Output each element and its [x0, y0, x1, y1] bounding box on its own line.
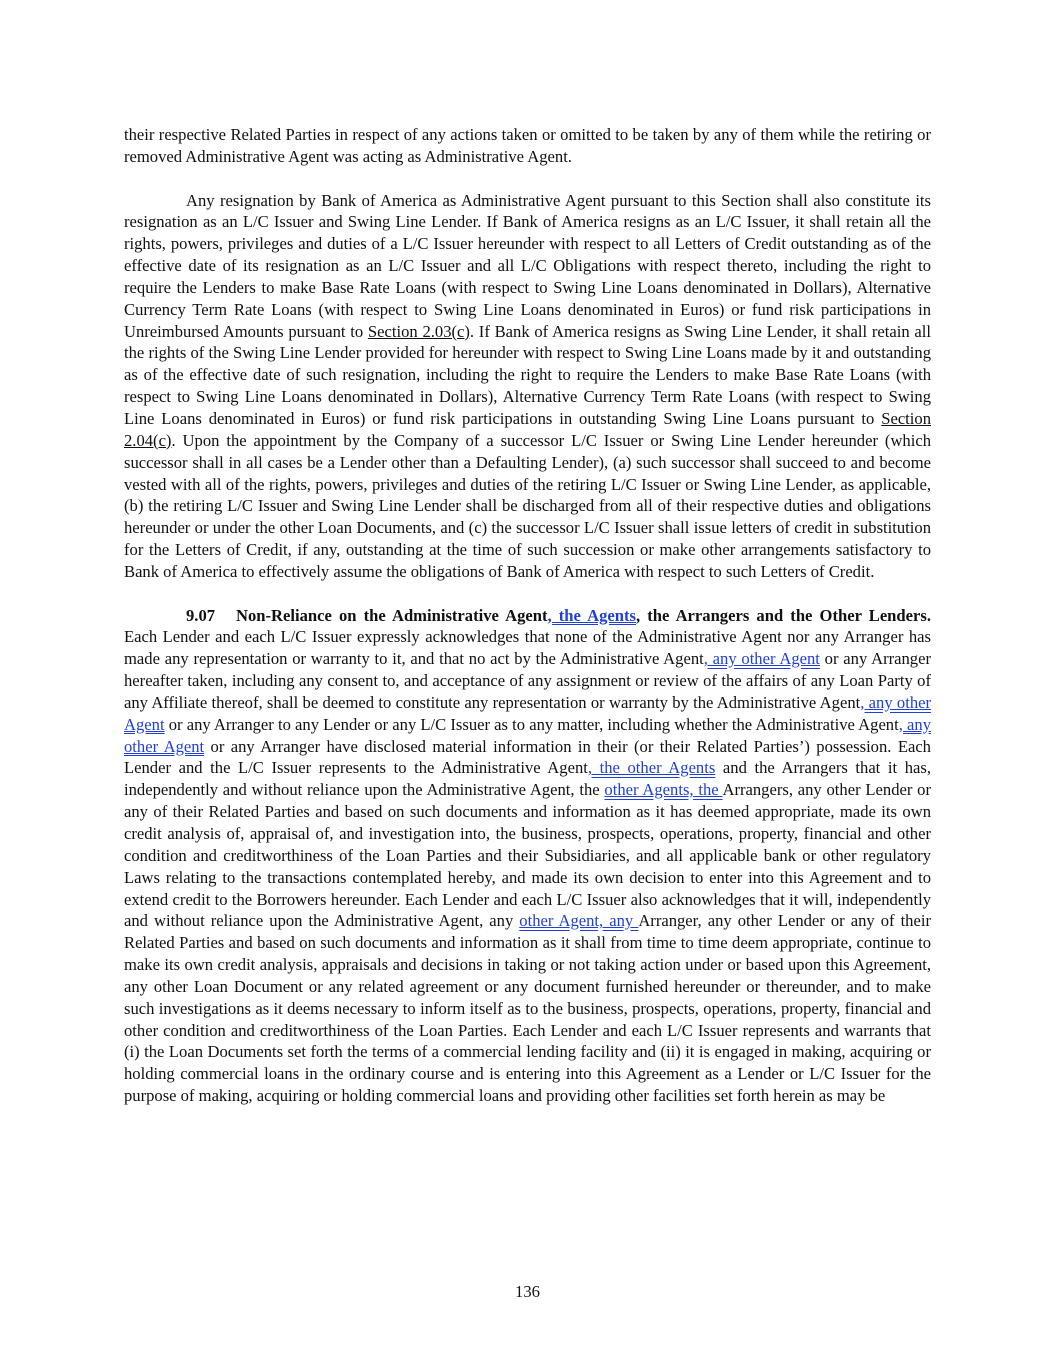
paragraph-resignation	[124, 190, 931, 583]
paragraph-continuation: their respective Related Parties in respect of any actions taken or omitted to be taken by any of them while the retiring or removed Administrative Agent was acting as Administrative Agent.	[124, 125, 931, 166]
heading-text: Non-Reliance on the Administrative Agent	[236, 605, 548, 625]
page-number: 136	[515, 1282, 540, 1301]
section-2-04-c-reference: Section 2.04(c)	[124, 408, 931, 450]
text-run: Any resignation by Bank of America as Administrative Agent pursuant to this Section shall also constitute its resignation as an L/C Issuer and Swing Line Lender. If Bank of America resigns as an L/C Issuer, it shall retain all the rights, powers, privileges and duties of a L/C Issuer hereunder with respect to all Letters of Credit outstanding as of the effective date of its resignation as an L/C Issuer and all L/C Obligations with respect thereto, including the right to require the Lenders to make Base Rate Loans (with respect to Swing Line Loans denominated in Dollars), Alternative Currency Term Rate Loans (with respect to Swing Line Loans denominated in Euros) or fund risk participations in Unreimbursed Amounts pursuant to	[124, 190, 931, 341]
text-run: or any Arranger have disclosed material information in their (or their Related Parties’) possession. Each Lender and the L/C Issuer represents to the Administrative Agent	[124, 736, 931, 778]
section-number: 9.07	[186, 605, 216, 625]
document-page	[124, 124, 931, 1107]
text-run: Each Lender and each L/C Issuer expressly acknowledges that none of the Administrative Agent nor any Arranger has made any representation or warranty to it, and that no act by the Administrative Agent	[124, 627, 931, 669]
inserted-text: , any other Agent	[124, 692, 932, 734]
inserted-text: , any other Agent	[124, 714, 931, 756]
inserted-text: other Agent, any	[519, 911, 639, 931]
inserted-text: , the Agents	[547, 605, 636, 625]
section-2-03-c-reference: Section 2.03(c)	[367, 321, 470, 341]
section-9-07	[124, 605, 931, 1107]
text-run: . If Bank of America resigns as Swing Line Lender, it shall retain all the rights of the Swing Line Lender provided for hereunder with respect to Swing Line Loans made by it and outstanding as of the effective date of such resignation, including the right to require the Lenders to make Base Rate Loans (with respect to Swing Line Loans denominated in Dollars), Alternative Currency Term Rate Loans (with respect to Swing Line Loans denominated in Euros) or fund risk participations in outstanding Swing Line Loans pursuant to	[124, 321, 931, 428]
inserted-text: , the other Agents	[587, 758, 716, 778]
text-run: and the Arrangers that it has, independently and without reliance upon the Administrative Agent, the	[124, 758, 931, 800]
text-run: or any Arranger hereafter taken, including any consent to, and acceptance of any assignment or review of the affairs of any Loan Party of any Affiliate thereof, shall be deemed to constitute any representation or warranty by the Administrative Agent	[124, 649, 931, 712]
heading-text: , the Arrangers and the Other Lenders.	[635, 605, 931, 625]
inserted-text: , any other Agent	[703, 649, 820, 669]
section-heading	[236, 606, 931, 625]
text-run: Arrangers, any other Lender or any of their Related Parties and based on such documents and information as it has deemed appropriate, made its own credit analysis of, appraisal of, and investigation into, the business, prospects, operations, property, financial and other condition and creditworthiness of the Loan Parties and their Subsidiaries, and all applicable bank or other regulatory Laws relating to the transactions contemplated hereby, and made its own decision to enter into this Agreement and to extend credit to the Borrowers hereunder. Each Lender and each L/C Issuer also acknowledges that it will, independently and without reliance upon the Administrative Agent, any	[124, 780, 931, 931]
text-run: . Upon the appointment by the Company of a successor L/C Issuer or Swing Line Lender hereunder (which successor shall in all cases be a Lender other than a Defaulting Lender), (a) such successor shall succeed to and become vested with all of the rights, powers, privileges and duties of the retiring L/C Issuer or Swing Line Lender, as applicable, (b) the retiring L/C Issuer and Swing Line Lender shall be discharged from all of their respective duties and obligations hereunder or under the other Loan Documents, and (c) the successor L/C Issuer shall issue letters of credit in substitution for the Letters of Credit, if any, outstanding at the time of such succession or make other arrangements satisfactory to Bank of America to effectively assume the obligations of Bank of America with respect to such Letters of Credit.	[124, 430, 931, 581]
text-run: Arranger, any other Lender or any of their Related Parties and based on such documents and information as it shall from time to time deem appropriate, continue to make its own credit analysis, appraisals and decisions in taking or not taking action under or based upon this Agreement, any other Loan Document or any related agreement or any document furnished hereunder or thereunder, and to make such investigations as it deems necessary to inform itself as to the business, prospects, operations, property, financial and other condition and creditworthiness of the Loan Parties. Each Lender and each L/C Issuer represents and warrants that (i) the Loan Documents set forth the terms of a commercial lending facility and (ii) it is engaged in making, acquiring or holding commercial loans in the ordinary course and is entering into this Agreement as a Lender or L/C Issuer for the purpose of making, acquiring or holding commercial loans and providing other facilities set forth herein as may be	[124, 911, 931, 1106]
text-run: or any Arranger to any Lender or any L/C Issuer as to any matter, including whether the Administrative Agent	[164, 714, 899, 734]
inserted-text: other Agents, the	[604, 780, 723, 800]
